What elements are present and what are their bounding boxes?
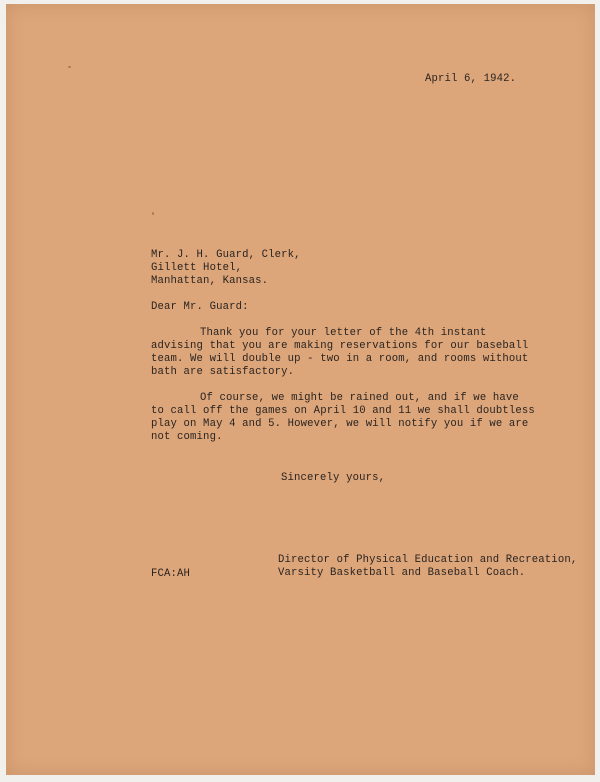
signature-title: Varsity Basketball and Baseball Coach. bbox=[278, 567, 526, 579]
closing: Sincerely yours, bbox=[281, 472, 386, 484]
paragraph-2-line: play on May 4 and 5. However, we will notify you if we are bbox=[151, 418, 529, 430]
letter-page bbox=[6, 4, 595, 775]
paper-mark bbox=[68, 66, 71, 68]
reference-initials: FCA:AH bbox=[151, 568, 191, 580]
paragraph-1-line: Thank you for your letter of the 4th instant bbox=[200, 327, 487, 339]
recipient-city: Manhattan, Kansas. bbox=[151, 275, 269, 287]
paragraph-2-line: not coming. bbox=[151, 431, 223, 443]
paper-mark bbox=[152, 212, 154, 215]
paragraph-1-line: team. We will double up - two in a room, and rooms without bbox=[151, 353, 529, 365]
recipient-hotel: Gillett Hotel, bbox=[151, 262, 243, 274]
recipient-name: Mr. J. H. Guard, Clerk, bbox=[151, 249, 301, 261]
paragraph-2-line: Of course, we might be rained out, and if we have bbox=[200, 392, 519, 404]
paragraph-2-line: to call off the games on April 10 and 11 we shall doubtless bbox=[151, 405, 535, 417]
salutation: Dear Mr. Guard: bbox=[151, 301, 249, 313]
paragraph-1-line: bath are satisfactory. bbox=[151, 366, 295, 378]
letter-date: April 6, 1942. bbox=[425, 73, 517, 85]
paragraph-1-line: advising that you are making reservations for our baseball bbox=[151, 340, 529, 352]
signature-title: Director of Physical Education and Recreation, bbox=[278, 554, 578, 566]
